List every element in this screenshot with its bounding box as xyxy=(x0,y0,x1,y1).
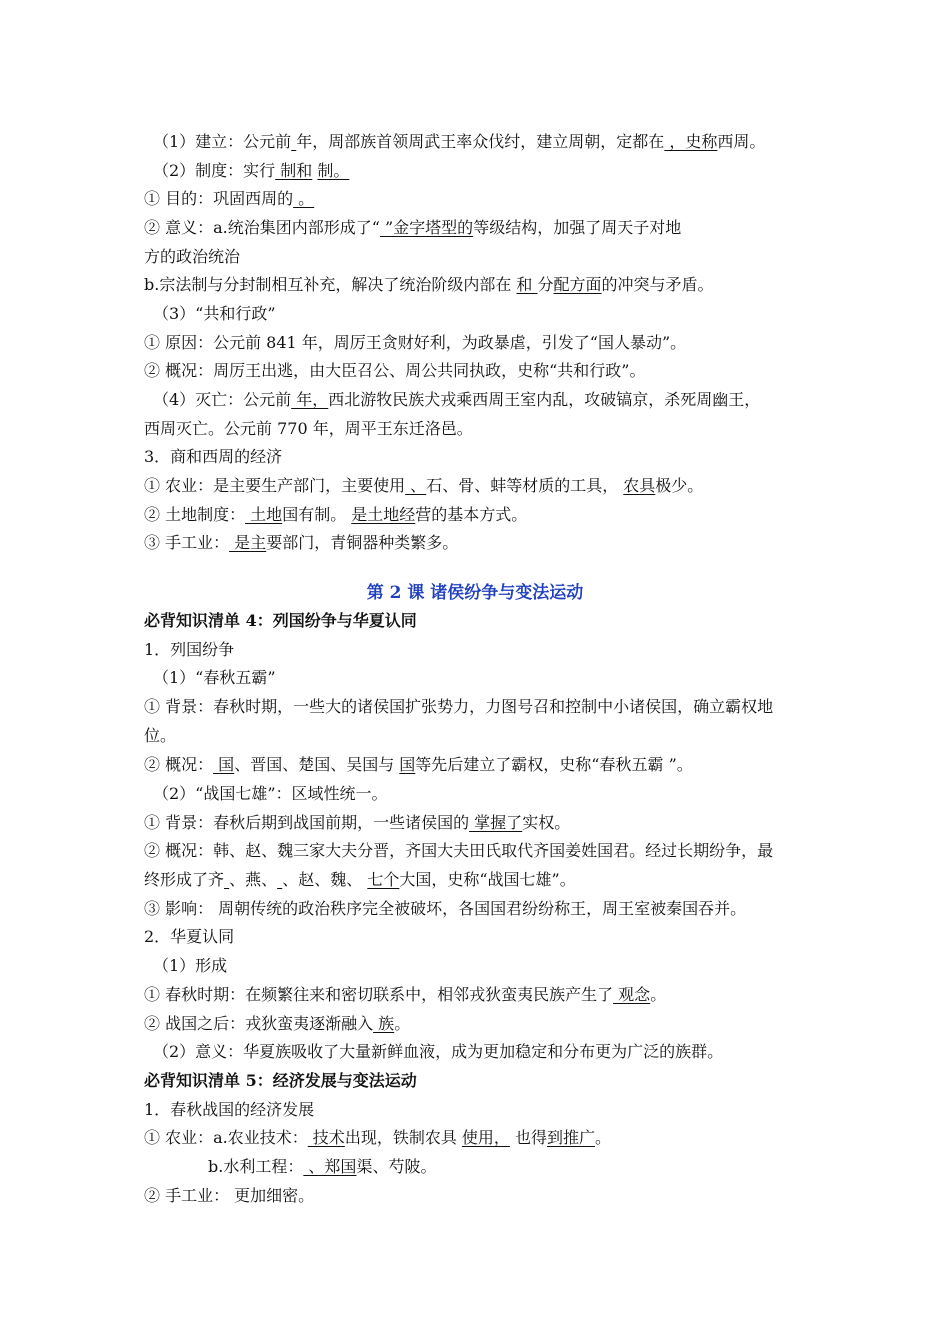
text-line: ② 概况：韩、赵、魏三家大夫分晋，齐国大夫田氏取代齐国姜姓国君。经过长期纷争，最 xyxy=(144,841,774,860)
text-line: 3．商和西周的经济 xyxy=(144,447,283,466)
text-line: 终形成了齐 、燕、 、赵、魏、 七个大国，史称“战国七雄”。 xyxy=(144,870,576,889)
text-line: （1）形成 xyxy=(153,956,228,975)
text-line: ① 背景：春秋时期，一些大的诸侯国扩张势力，力图号召和控制中小诸侯国，确立霸权地 xyxy=(144,697,774,716)
text-line: ② 手工业： 更加细密。 xyxy=(144,1186,315,1205)
text-line: （1）“春秋五霸” xyxy=(153,668,276,687)
text-line: ② 概况： 国、晋国、楚国、吴国与 国等先后建立了霸权，史称“春秋五霸 ”。 xyxy=(144,755,693,774)
text-line: （2）意义：华夏族吸收了大量新鲜血液，成为更加稳定和分布更为广泛的族群。 xyxy=(153,1042,724,1061)
text-line: b.水利工程： 、郑国渠、芍陂。 xyxy=(208,1157,437,1176)
text-line: （4）灭亡：公元前 年，西北游牧民族犬戎乘西周王室内乱，攻破镐京，杀死周幽王， xyxy=(153,390,761,409)
text-line: ③ 影响： 周朝传统的政治秩序完全被破坏，各国国君纷纷称王，周王室被秦国吞并。 xyxy=(144,899,747,918)
text-line: 2．华夏认同 xyxy=(144,927,235,946)
text-line: ② 意义：a.统治集团内部形成了“ ”金字塔型的等级结构，加强了周天子对地 xyxy=(144,218,682,237)
text-line: ① 农业：是主要生产部门，主要使用 、石、骨、蚌等材质的工具， 农具极少。 xyxy=(144,476,704,495)
text-line: 西周灭亡。公元前 770 年，周平王东迁洛邑。 xyxy=(144,419,473,438)
text-line: 1．列国纷争 xyxy=(144,640,235,659)
text-line: ① 春秋时期：在频繁往来和密切联系中，相邻戎狄蛮夷民族产生了 观念。 xyxy=(144,985,667,1004)
text-line: ① 背景：春秋后期到战国前期，一些诸侯国的 掌握了实权。 xyxy=(144,813,571,832)
text-line: ③ 手工业： 是主要部门，青铜器种类繁多。 xyxy=(144,533,459,552)
text-line: 位。 xyxy=(144,726,177,745)
section-heading: 必背知识清单 5：经济发展与变法运动 xyxy=(144,1071,417,1090)
text-line: （3）“共和行政” xyxy=(153,304,276,323)
text-line: ② 土地制度： 土地国有制。 是土地经营的基本方式。 xyxy=(144,505,528,524)
text-line: ② 概况：周厉王出逃，由大臣召公、周公共同执政，史称“共和行政”。 xyxy=(144,361,646,380)
text-line: ① 农业：a.农业技术： 技术出现，铁制农具 使用， 也得到推广。 xyxy=(144,1128,612,1147)
section-heading: 必背知识清单 4：列国纷争与华夏认同 xyxy=(144,611,417,630)
text-line: 方的政治统治 xyxy=(144,247,241,266)
text-line: b.宗法制与分封制相互补充，解决了统治阶级内部在 和 分配方面的冲突与矛盾。 xyxy=(144,275,714,294)
text-line: ① 目的：巩固西周的 。 xyxy=(144,189,315,208)
text-line: ② 战国之后：戎狄蛮夷逐渐融入 族。 xyxy=(144,1014,411,1033)
section-title: 第 2 课 诸侯纷争与变法运动 xyxy=(366,583,584,603)
text-line: 1．春秋战国的经济发展 xyxy=(144,1100,315,1119)
text-line: （2）制度：实行 制和 制。 xyxy=(153,161,350,180)
text-line: （1）建立：公元前 年，周部族首领周武王率众伐纣，建立周朝，定都在 ，史称西周。 xyxy=(153,132,766,151)
text-line: （2）“战国七雄”：区域性统一。 xyxy=(153,784,388,803)
text-line: ① 原因：公元前 841 年，周厉王贪财好利，为政暴虐，引发了“国人暴动”。 xyxy=(144,333,687,352)
